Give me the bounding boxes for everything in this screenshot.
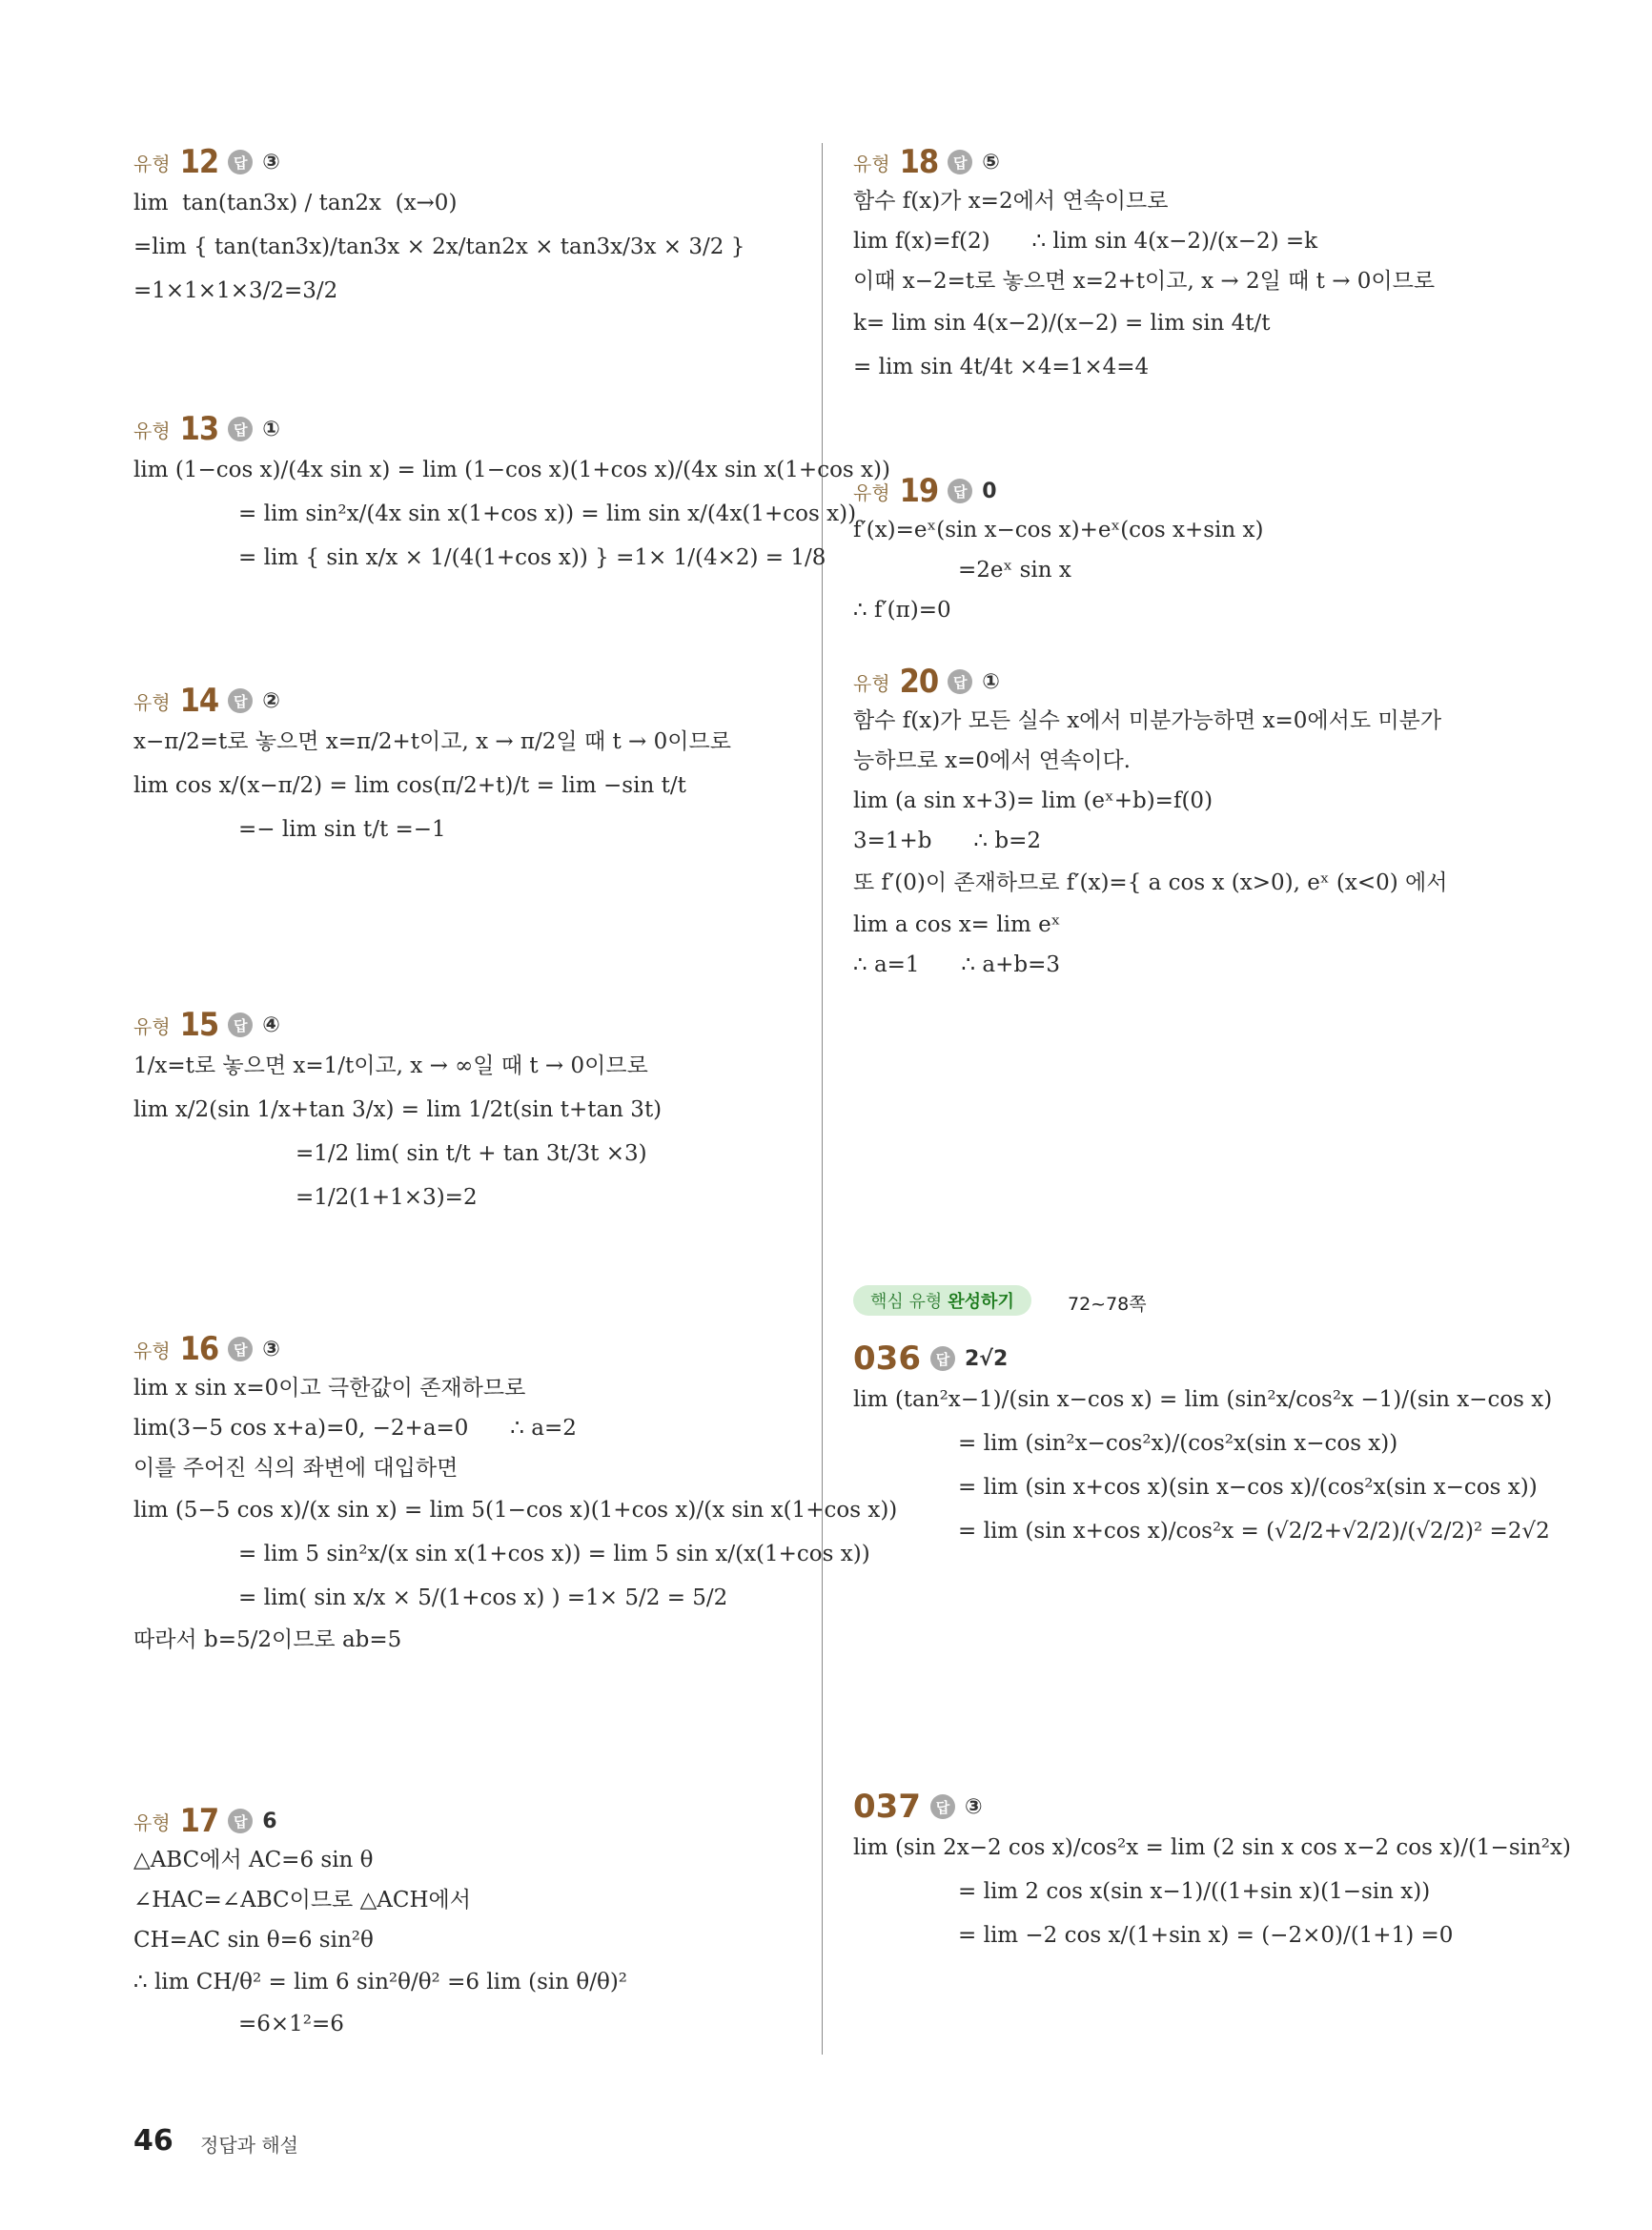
answer-badge: 답: [228, 1013, 253, 1037]
solution-line: lim (tan²x−1)/(sin x−cos x) = lim (sin²x/cos²x −1)/(sin x−cos x): [853, 1387, 1553, 1412]
problem-037: [853, 1788, 1571, 1965]
type-number: 16: [179, 1330, 219, 1368]
solution-line: lim a cos x= lim eˣ: [853, 912, 1061, 937]
section-17: [133, 1802, 627, 2052]
answer-badge: 답: [228, 417, 253, 441]
solution-line: 따라서 b=5/2이므로 ab=5: [133, 1627, 402, 1652]
pill-strong: 완성하기: [948, 1292, 1014, 1312]
section-header: [133, 1802, 627, 1840]
answer-value: 0: [982, 479, 997, 503]
answer-badge: 답: [930, 1346, 955, 1371]
section-header: [133, 1330, 897, 1368]
answer-badge: 답: [228, 688, 253, 713]
solution-line: f′(x)=eˣ(sin x−cos x)+eˣ(cos x+sin x): [853, 518, 1264, 542]
solution-line: = lim −2 cos x/(1+sin x) = (−2×0)/(1+1) =0: [958, 1923, 1454, 1948]
solution-line: 또 f′(0)이 존재하므로 f′(x)={ a cos x (x>0), eˣ (x<0) 에서: [853, 870, 1448, 895]
type-label: 유형: [133, 1339, 171, 1362]
section-header: [853, 1788, 1571, 1826]
answer-badge: 답: [948, 150, 972, 174]
answer-value: 2√2: [964, 1346, 1009, 1371]
solution-line: lim(3−5 cos x+a)=0, −2+a=0 ∴ a=2: [133, 1416, 577, 1441]
answer-value: ③: [964, 1794, 983, 1819]
type-number: 12: [179, 143, 219, 181]
solution-line: lim cos x/(x−π/2) = lim cos(π/2+t)/t = lim −sin t/t: [133, 773, 686, 798]
answer-value: ①: [982, 669, 1000, 694]
solution-line: = lim { sin x/x × 1/(4(1+cos x)) } =1× 1/(4×2) = 1/8: [238, 545, 826, 570]
solution-line: CH=AC sin θ=6 sin²θ: [133, 1928, 374, 1953]
section-15: [133, 1006, 662, 1227]
answer-value: ③: [262, 150, 280, 174]
type-number: 18: [899, 143, 939, 181]
type-number: 17: [179, 1802, 219, 1840]
solution-line: ∴ a=1 ∴ a+b=3: [853, 952, 1060, 977]
solution-line: = lim sin 4t/4t ×4=1×4=4: [853, 355, 1150, 379]
solution-line: △ABC에서 AC=6 sin θ: [133, 1848, 374, 1872]
type-label: 유형: [133, 690, 171, 714]
section-header: [853, 472, 1264, 510]
section-20: [853, 663, 1447, 992]
type-number: 20: [899, 663, 939, 701]
solution-line: = lim (sin²x−cos²x)/(cos²x(sin x−cos x)): [958, 1431, 1398, 1456]
solution-line: 이를 주어진 식의 좌변에 대입하면: [133, 1456, 459, 1481]
problem-036: [853, 1340, 1552, 1561]
core-type-completion-badge: [853, 1285, 1031, 1316]
answer-badge: 답: [930, 1794, 955, 1819]
footer-label: 정답과 해설: [200, 2134, 298, 2157]
answer-value: ⑤: [982, 150, 1000, 174]
solution-line: = lim (sin x+cos x)(sin x−cos x)/(cos²x(sin x−cos x)): [958, 1475, 1538, 1500]
problem-number: 036: [853, 1340, 921, 1378]
answer-value: ③: [262, 1337, 280, 1361]
section-header: [853, 143, 1435, 181]
solution-line: ∠HAC=∠ABC이므로 △ACH에서: [133, 1888, 471, 1913]
type-label: 유형: [853, 481, 890, 504]
section-header: [133, 1006, 662, 1044]
section-14: [133, 682, 731, 859]
type-label: 유형: [133, 1014, 171, 1038]
problem-number: 037: [853, 1788, 921, 1826]
solution-line: 1/x=t로 놓으면 x=1/t이고, x → ∞일 때 t → 0이므로: [133, 1054, 648, 1078]
solution-line: = lim 2 cos x(sin x−1)/((1+sin x)(1−sin x)): [958, 1879, 1431, 1904]
solution-line: =1×1×1×3/2=3/2: [133, 278, 338, 303]
type-label: 유형: [853, 671, 890, 695]
solution-line: 3=1+b ∴ b=2: [853, 829, 1041, 853]
answer-badge: 답: [228, 150, 253, 174]
solution-line: 능하므로 x=0에서 연속이다.: [853, 748, 1131, 773]
solution-line: 이때 x−2=t로 놓으면 x=2+t이고, x → 2일 때 t → 0이므로: [853, 269, 1436, 294]
solution-line: lim x sin x=0이고 극한값이 존재하므로: [133, 1376, 526, 1401]
solution-line: lim tan(tan3x) / tan2x (x→0): [133, 191, 458, 215]
solution-line: ∴ f′(π)=0: [853, 598, 951, 623]
section-header: [133, 143, 744, 181]
section-16: [133, 1330, 897, 1667]
solution-line: = lim 5 sin²x/(x sin x(1+cos x)) = lim 5 sin x/(x(1+cos x)): [238, 1542, 870, 1566]
solution-line: ∴ lim CH/θ² = lim 6 sin²θ/θ² =6 lim (sin θ/θ)²: [133, 1970, 628, 1995]
type-number: 13: [179, 410, 219, 448]
solution-line: =lim { tan(tan3x)/tan3x × 2x/tan2x × tan3x/3x × 3/2 }: [133, 235, 745, 259]
answer-value: ④: [262, 1013, 280, 1037]
solution-line: = lim sin²x/(4x sin x(1+cos x)) = lim sin x/(4x(1+cos x)): [238, 501, 857, 526]
answer-value: ①: [262, 417, 280, 441]
section-header: [133, 682, 731, 720]
section-18: [853, 143, 1435, 397]
solution-line: 함수 f(x)가 x=2에서 연속이므로: [853, 189, 1169, 214]
answer-badge: 답: [948, 479, 972, 503]
type-number: 14: [179, 682, 219, 720]
solution-line: lim x/2(sin 1/x+tan 3/x) = lim 1/2t(sin t+tan 3t): [133, 1097, 663, 1122]
type-label: 유형: [853, 152, 890, 175]
solution-line: lim (5−5 cos x)/(x sin x) = lim 5(1−cos x)(1+cos x)/(x sin x(1+cos x)): [133, 1498, 898, 1523]
answer-badge: 답: [228, 1337, 253, 1361]
solution-line: lim (a sin x+3)= lim (eˣ+b)=f(0): [853, 788, 1214, 813]
page-number: 46: [133, 2124, 173, 2158]
answer-badge: 답: [948, 669, 972, 694]
type-label: 유형: [133, 1811, 171, 1834]
answer-value: 6: [262, 1809, 277, 1833]
section-header: [853, 1340, 1552, 1378]
section-12: [133, 143, 744, 320]
answer-badge: 답: [228, 1809, 253, 1833]
pill-prefix: 핵심 유형: [870, 1292, 943, 1312]
solution-line: lim f(x)=f(2) ∴ lim sin 4(x−2)/(x−2) =k: [853, 229, 1318, 254]
type-label: 유형: [133, 419, 171, 442]
section-header: [853, 663, 1447, 701]
solution-line: =− lim sin t/t =−1: [238, 817, 446, 842]
solution-line: x−π/2=t로 놓으면 x=π/2+t이고, x → π/2일 때 t → 0이므로: [133, 729, 731, 754]
solution-line: lim (sin 2x−2 cos x)/cos²x = lim (2 sin x cos x−2 cos x)/(1−sin²x): [853, 1835, 1571, 1860]
solution-line: =2eˣ sin x: [958, 558, 1071, 583]
solution-line: =1/2 lim( sin t/t + tan 3t/3t ×3): [296, 1141, 647, 1166]
section-19: [853, 472, 1264, 638]
solution-line: =1/2(1+1×3)=2: [296, 1185, 478, 1210]
solution-line: = lim (sin x+cos x)/cos²x = (√2/2+√2/2)/(√2/2)² =2√2: [958, 1519, 1550, 1544]
type-number: 19: [899, 472, 939, 510]
solution-line: = lim( sin x/x × 5/(1+cos x) ) =1× 5/2 = 5/2: [238, 1586, 728, 1610]
section-header: [133, 410, 890, 448]
solution-line: 함수 f(x)가 모든 실수 x에서 미분가능하면 x=0에서도 미분가: [853, 708, 1442, 733]
page-range: 72~78쪽: [1068, 1294, 1147, 1315]
solution-line: =6×1²=6: [238, 2012, 344, 2036]
solution-line: lim (1−cos x)/(4x sin x) = lim (1−cos x)(1+cos x)/(4x sin x(1+cos x)): [133, 458, 890, 482]
type-number: 15: [179, 1006, 219, 1044]
section-13: [133, 410, 890, 587]
answer-value: ②: [262, 688, 280, 713]
type-label: 유형: [133, 152, 171, 175]
solution-line: k= lim sin 4(x−2)/(x−2) = lim sin 4t/t: [853, 311, 1271, 336]
